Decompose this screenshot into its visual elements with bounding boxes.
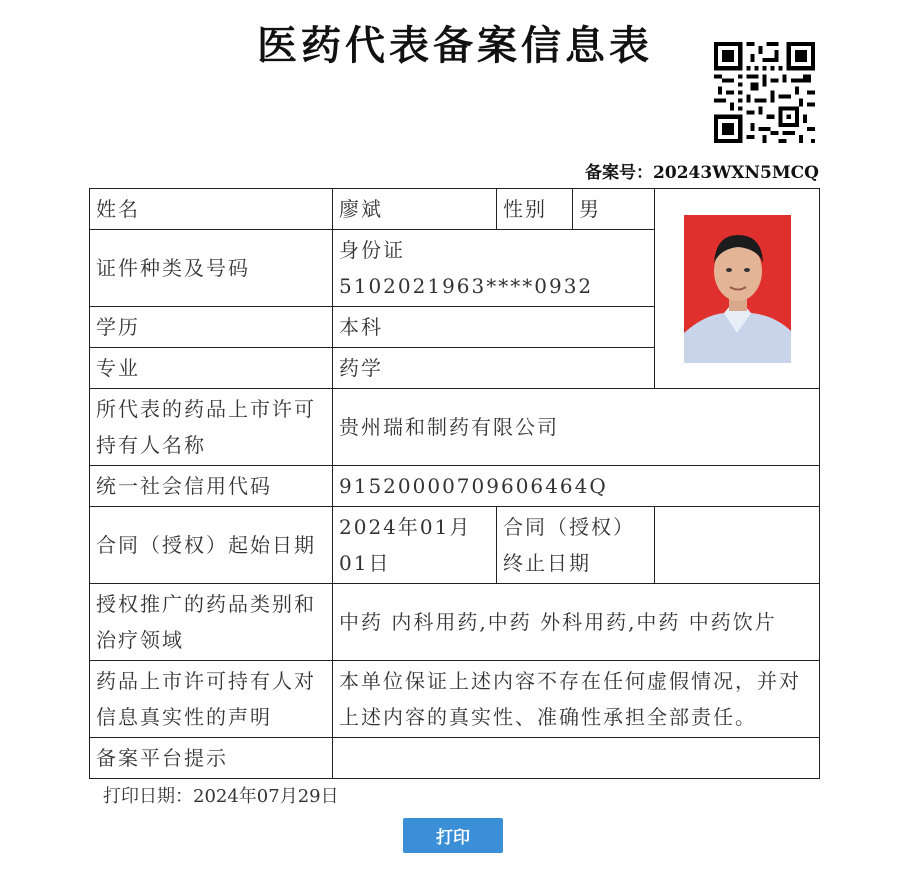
name-label: 姓名 <box>90 189 333 230</box>
holder-label: 所代表的药品上市许可持有人名称 <box>90 389 333 466</box>
id-label: 证件种类及号码 <box>90 230 333 307</box>
name-value: 廖斌 <box>333 189 497 230</box>
platform-value <box>333 738 820 779</box>
table-row <box>90 738 820 779</box>
person-photo <box>684 215 791 363</box>
major-label: 专业 <box>90 348 333 389</box>
major-value: 药学 <box>333 348 655 389</box>
print-date: 打印日期：2024年07月29日 <box>103 786 339 807</box>
record-number: 备案号：20243WXN5MCQ <box>585 163 819 183</box>
table-row <box>90 189 820 230</box>
page-title: 医药代表备案信息表 <box>257 22 653 69</box>
print-button[interactable]: 打印 <box>403 818 503 853</box>
end-date-value <box>655 507 820 584</box>
scope-value: 中药 内科用药,中药 外科用药,中药 中药饮片 <box>333 584 820 661</box>
table-row <box>90 507 820 584</box>
photo-cell <box>655 189 820 389</box>
credit-code-label: 统一社会信用代码 <box>90 466 333 507</box>
start-date-label: 合同（授权）起始日期 <box>90 507 333 584</box>
holder-value: 贵州瑞和制药有限公司 <box>333 389 820 466</box>
scope-label: 授权推广的药品类别和治疗领域 <box>90 584 333 661</box>
qr-code-icon <box>714 42 815 143</box>
credit-code-value: 91520000709606464Q <box>333 466 820 507</box>
gender-label: 性别 <box>497 189 573 230</box>
end-date-label: 合同（授权）终止日期 <box>497 507 655 584</box>
education-value: 本科 <box>333 307 655 348</box>
info-table <box>89 188 820 779</box>
table-row <box>90 584 820 661</box>
gender-value: 男 <box>573 189 655 230</box>
statement-value: 本单位保证上述内容不存在任何虚假情况，并对上述内容的真实性、准确性承担全部责任。 <box>333 661 820 738</box>
table-row <box>90 466 820 507</box>
start-date-value: 2024年01月01日 <box>333 507 497 584</box>
platform-label: 备案平台提示 <box>90 738 333 779</box>
education-label: 学历 <box>90 307 333 348</box>
statement-label: 药品上市许可持有人对信息真实性的声明 <box>90 661 333 738</box>
id-value: 身份证 5102021963****0932 <box>333 230 655 307</box>
table-row <box>90 389 820 466</box>
table-row <box>90 661 820 738</box>
